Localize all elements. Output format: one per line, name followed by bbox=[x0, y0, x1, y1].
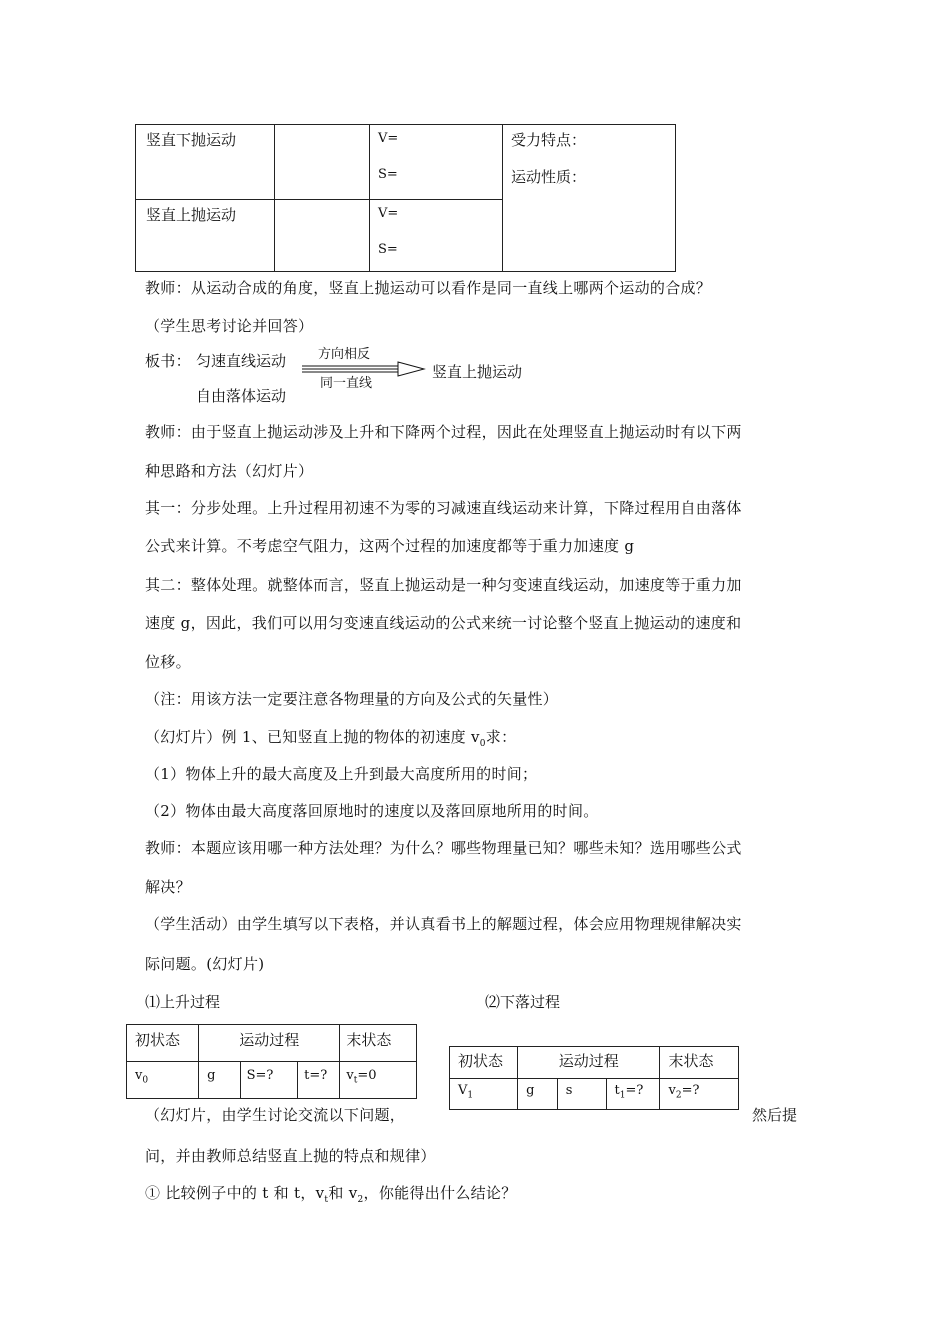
teacher-prompt: 教师：本题应该用哪一种方法处理？为什么？哪些物理量已知？哪些未知？选用哪些公式 bbox=[145, 839, 742, 857]
v-formula: V= bbox=[378, 206, 399, 221]
cell-time: $t_1=$? bbox=[606, 1079, 660, 1110]
board-free-fall: 自由落体运动 bbox=[196, 387, 287, 405]
discussion-prompt-right: 然后提 bbox=[752, 1106, 798, 1124]
teacher-prompt-cont: 解决？ bbox=[145, 878, 191, 896]
row1-label: 竖直下抛运动 bbox=[146, 131, 237, 149]
v-formula: V= bbox=[378, 131, 399, 146]
student-activity-cont: 际问题。(幻灯片) bbox=[145, 955, 265, 973]
example-statement bbox=[145, 726, 516, 749]
student-activity: （学生活动）由学生填写以下表格，并认真看书上的解题过程，体会应用物理规律解决实 bbox=[145, 915, 742, 933]
cell-time: t=? bbox=[298, 1062, 340, 1099]
compare-question: ① 比较例子中的 t 和 t，$v_t$和 $v_2$，你能得出什么结论？ bbox=[145, 1184, 517, 1205]
header-final: 末状态 bbox=[340, 1025, 417, 1062]
board-uniform-motion: 匀速直线运动 bbox=[196, 352, 287, 370]
teacher-methods-intro: 教师：由于竖直上抛运动涉及上升和下降两个过程，因此在处理竖直上抛运动时有以下两 bbox=[145, 423, 742, 441]
subscript: 0 bbox=[479, 739, 486, 749]
method-one: 其一：分步处理。上升过程用初速不为零的习减速直线运动来计算，下降过程用自由落体 bbox=[145, 499, 742, 517]
method-one-cont: 公式来计算。不考虑空气阻力，这两个过程的加速度都等于重力加速度 g bbox=[145, 537, 635, 555]
s-formula: S= bbox=[378, 242, 398, 257]
question-1: （1）物体上升的最大高度及上升到最大高度所用的时间； bbox=[145, 765, 538, 783]
arrow-top-label: 方向相反 bbox=[318, 347, 371, 362]
method-two-cont: 速度 g，因此，我们可以用匀变速直线运动的公式来统一讨论整个竖直上抛运动的速度和 bbox=[145, 614, 742, 632]
row2-label-cell bbox=[136, 200, 275, 272]
row1-label-cell bbox=[136, 125, 275, 200]
up-process-title: ⑴上升过程 bbox=[145, 993, 221, 1011]
note: （注：用该方法一定要注意各物理量的方向及公式的矢量性） bbox=[145, 690, 559, 708]
cell-displacement: S=? bbox=[240, 1062, 298, 1099]
cell-initial: $v_0$ bbox=[127, 1062, 199, 1099]
row1-formula-cell bbox=[370, 125, 503, 200]
row2-label: 竖直上抛运动 bbox=[146, 206, 237, 224]
method-two: 其二：整体处理。就整体而言，竖直上抛运动是一种匀变速直线运动，加速度等于重力加 bbox=[145, 576, 742, 594]
nature-label: 运动性质： bbox=[511, 168, 587, 186]
cell-displacement: s bbox=[557, 1079, 606, 1110]
cell-initial: $V_1$ bbox=[450, 1079, 518, 1110]
student-discussion: （学生思考讨论并回答） bbox=[145, 317, 314, 335]
empty-cell bbox=[275, 125, 370, 200]
discussion-prompt-cont: 问，并由教师总结竖直上抛的特点和规律） bbox=[145, 1147, 436, 1165]
header-process: 运动过程 bbox=[199, 1025, 340, 1062]
header-final: 末状态 bbox=[660, 1047, 739, 1079]
method-two-end: 位移。 bbox=[145, 653, 191, 671]
teacher-question: 教师：从运动合成的角度，竖直上抛运动可以看作是同一直线上哪两个运动的合成？ bbox=[145, 279, 712, 297]
header-process: 运动过程 bbox=[518, 1047, 660, 1079]
question-2: （2）物体由最大高度落回原地时的速度以及落回原地所用的时间。 bbox=[145, 802, 599, 820]
board-prefix: 板书： bbox=[145, 352, 191, 370]
cell-accel: g bbox=[518, 1079, 558, 1110]
board-result: 竖直上抛运动 bbox=[432, 363, 523, 381]
motion-summary-table bbox=[135, 124, 676, 272]
cell-final: $v_2=$? bbox=[660, 1079, 739, 1110]
force-label: 受力特点： bbox=[511, 131, 587, 149]
example-text: （幻灯片）例 1、已知竖直上抛的物体的初速度 v bbox=[145, 728, 480, 746]
down-process-title: ⑵下落过程 bbox=[485, 993, 561, 1011]
header-initial: 初状态 bbox=[450, 1047, 518, 1079]
header-initial: 初状态 bbox=[127, 1025, 199, 1062]
cell-final: $v_t=0$ bbox=[340, 1062, 417, 1099]
methods-intro-cont: 种思路和方法（幻灯片） bbox=[145, 462, 314, 480]
down-process-table bbox=[449, 1046, 739, 1110]
example-text-end: 求： bbox=[485, 728, 517, 746]
empty-cell bbox=[275, 200, 370, 272]
cell-accel: g bbox=[199, 1062, 241, 1099]
discussion-prompt: （幻灯片，由学生讨论交流以下问题， bbox=[145, 1106, 406, 1124]
s-formula: S= bbox=[378, 167, 398, 182]
property-cell bbox=[503, 125, 676, 272]
up-process-table bbox=[126, 1024, 417, 1099]
arrow-bottom-label: 同一直线 bbox=[320, 376, 373, 391]
row2-formula-cell bbox=[370, 200, 503, 272]
